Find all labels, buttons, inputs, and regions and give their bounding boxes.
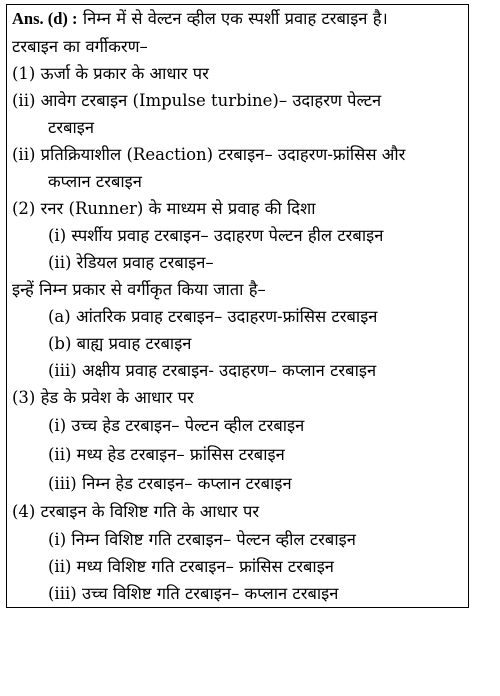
classification-heading: टरबाइन का वर्गीकरण– [12, 37, 148, 56]
list-item-continuation: टरबाइन [48, 118, 95, 137]
list-item: (ii) मध्य हेड टरबाइन– फ्रांसिस टरबाइन [48, 445, 285, 464]
answer-first-line [12, 9, 388, 29]
list-item: (iii) अक्षीय प्रवाह टरबाइन- उदाहरण– कप्लान टरबाइन [48, 361, 377, 380]
section-1-heading: (1) ऊर्जा के प्रकार के आधार पर [12, 64, 209, 83]
list-item: (iii) उच्च विशिष्ट गति टरबाइन– कप्लान टरबाइन [48, 584, 339, 603]
intro-text: निम्न में से वेल्टन व्हील एक स्पर्शी प्रवाह टरबाइन है। [82, 9, 388, 28]
list-item: (ii) आवेग टरबाइन (Impulse turbine)– उदाहरण पेल्टन [12, 91, 382, 110]
section-2-heading: (2) रनर (Runner) के माध्यम से प्रवाह की दिशा [12, 199, 316, 218]
sub-classification-heading: इन्हें निम्न प्रकार से वर्गीकृत किया जाता है– [12, 280, 266, 299]
list-item: (i) उच्च हेड टरबाइन– पेल्टन व्हील टरबाइन [48, 416, 305, 435]
list-item: (ii) मध्य विशिष्ट गति टरबाइन– फ्रांसिस टरबाइन [48, 557, 334, 576]
list-item: (i) स्पर्शीय प्रवाह टरबाइन– उदाहरण पेल्टन हील टरबाइन [48, 226, 384, 245]
list-item: (i) निम्न विशिष्ट गति टरबाइन– पेल्टन व्हील टरबाइन [48, 530, 356, 549]
list-item: (ii) रेडियल प्रवाह टरबाइन– [48, 253, 214, 272]
list-item: (ii) प्रतिक्रियाशील (Reaction) टरबाइन– उदाहरण-फ्रांसिस और [12, 145, 406, 164]
section-4-heading: (4) टरबाइन के विशिष्ट गति के आधार पर [12, 502, 260, 521]
list-item: (iii) निम्न हेड टरबाइन– कप्लान टरबाइन [48, 474, 292, 493]
answer-label: Ans. (d) : [12, 9, 78, 28]
list-item: (a) आंतरिक प्रवाह टरबाइन– उदाहरण-फ्रांसिस टरबाइन [48, 307, 378, 326]
section-3-heading: (3) हेड के प्रवेश के आधार पर [12, 388, 194, 407]
list-item: (b) बाह्य प्रवाह टरबाइन [48, 334, 192, 353]
list-item-continuation: कप्लान टरबाइन [48, 172, 142, 191]
